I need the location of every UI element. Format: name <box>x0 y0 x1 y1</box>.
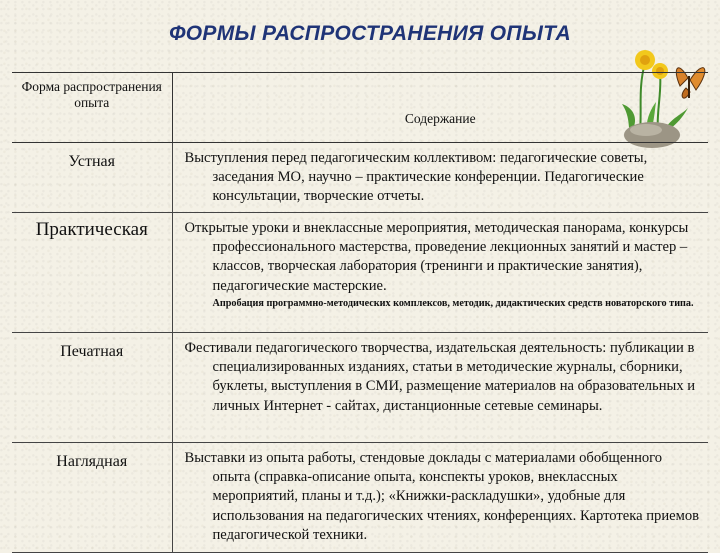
form-name: Наглядная <box>12 443 172 553</box>
table-row <box>12 333 708 443</box>
form-content: Выступления перед педагогическим коллективом: педагогические советы, заседания МО, научно – практические конференции. Педагогические консультации, творческие отчеты. <box>172 143 708 213</box>
form-name: Практическая <box>12 213 172 333</box>
form-note: Апробация программно-методических комплексов, методик, дидактических средств новаторского типа. <box>212 297 694 309</box>
form-content: Выставки из опыта работы, стендовые доклады с материалами обобщенного опыта (справка-описание опыта, конспекты уроков, внеклассных мероприятий, планы и т.д.); «Книжки-раскладушки», удобные для использования на педагогических чтениях, конференциях. Картотека приемов педагогической техники. <box>172 443 708 553</box>
header-form: Форма распространения опыта <box>12 73 172 143</box>
table-row <box>12 143 708 213</box>
form-name: Печатная <box>12 333 172 443</box>
experience-forms-table <box>12 72 708 553</box>
form-content: Фестивали педагогического творчества, издательская деятельность: публикации в специализированных изданиях, статьи в методические журналы, сборники, буклеты, выступления в СМИ, размещение материалов на образовательных и личных Интернет - сайтах, дистанционные сетевые семинары. <box>172 333 708 443</box>
page-title: ФОРМЫ РАСПРОСТРАНЕНИЯ ОПЫТА <box>169 22 571 45</box>
table-row <box>12 213 708 333</box>
form-content: Открытые уроки и внеклассные мероприятия, методическая панорама, конкурсы профессионального мастерства, проведение лекционных занятий и мастер – классов, творческая лаборатория (тренинги и практические занятия), педагогические мастерские. Апробация программно-методических комплексов, методик, дидактических средств новаторского типа. <box>172 213 708 333</box>
table-header-row <box>12 73 708 143</box>
table-row <box>12 443 708 553</box>
form-name: Устная <box>12 143 172 213</box>
header-content: Содержание <box>172 73 708 143</box>
